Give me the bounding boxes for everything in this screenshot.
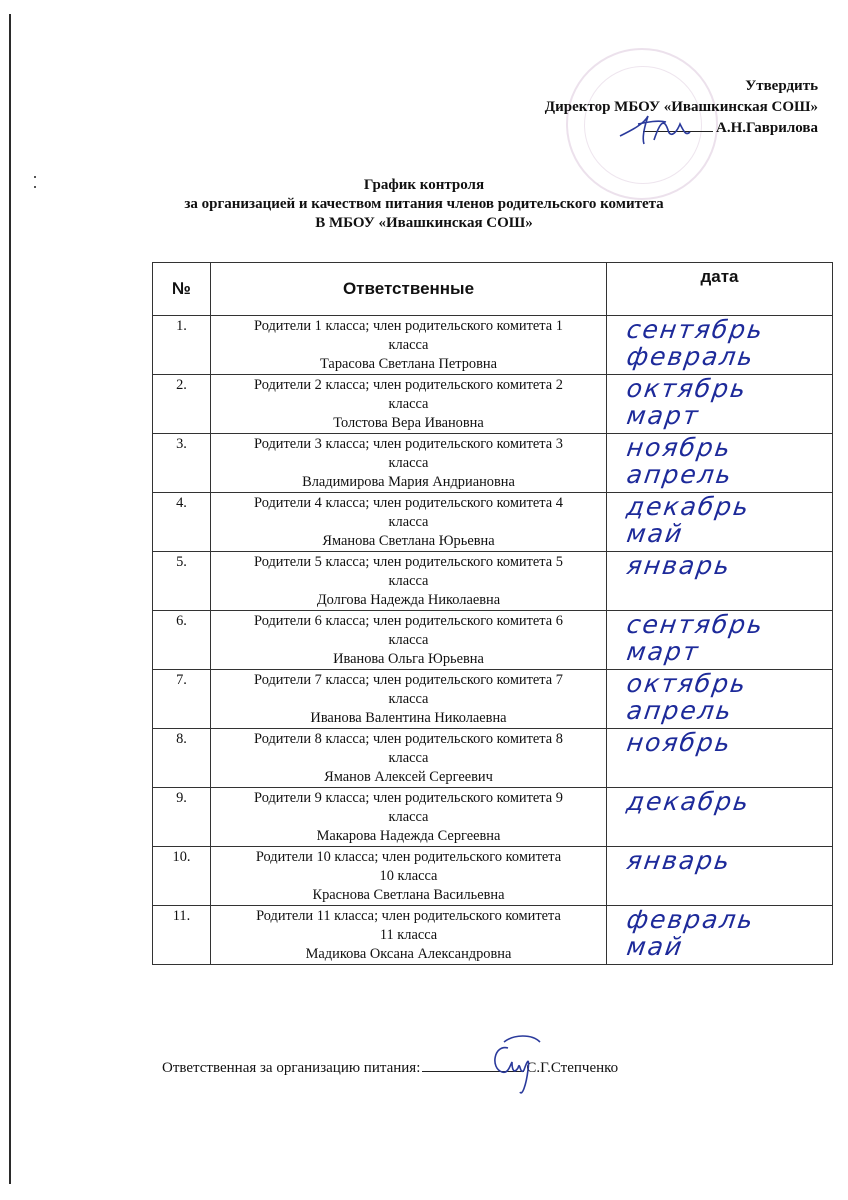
responsible-line-1: Родители 8 класса; член родительского комитета 8 [254,731,563,747]
handwritten-month-2: май [624,932,686,961]
row-dates [607,493,833,552]
row-number: 10. [153,847,211,906]
responsible-line-2: класса [388,573,429,589]
handwritten-month-2: май [624,519,686,548]
footer-name: С.Г.Степченко [526,1060,619,1076]
row-number: 3. [153,434,211,493]
footer-label: Ответственная за организацию питания: [162,1060,421,1076]
table-row [153,788,833,847]
handwritten-month-1: январь [624,551,734,580]
table-row [153,316,833,375]
handwritten-month-1: декабрь [624,492,753,521]
row-responsible [211,906,607,965]
row-number: 8. [153,729,211,788]
responsible-person: Иванова Валентина Николаевна [310,710,507,726]
responsible-line-1: Родители 2 класса; член родительского комитета 2 [254,377,563,393]
responsible-line-2: класса [388,396,429,412]
responsible-person: Мадикова Оксана Александровна [305,946,512,962]
row-responsible [211,493,607,552]
responsible-line-1: Родители 3 класса; член родительского комитета 3 [254,436,563,452]
row-responsible [211,670,607,729]
header-number: № [153,263,211,316]
row-dates [607,552,833,611]
responsible-person: Яманов Алексей Сергеевич [324,769,493,785]
responsible-line-2: класса [388,750,429,766]
handwritten-month-1: январь [624,846,734,875]
responsible-person: Макарова Надежда Сергеевна [316,828,501,844]
table-row [153,434,833,493]
row-number: 5. [153,552,211,611]
responsible-line-1: Родители 6 класса; член родительского комитета 6 [254,613,563,629]
approval-position: Директор МБОУ «Ивашкинская СОШ» [544,99,818,115]
handwritten-month-2: апрель [624,696,735,725]
table-header-row [153,263,833,316]
handwritten-month-1: октябрь [624,374,750,403]
responsible-person: Тарасова Светлана Петровна [320,356,497,372]
row-responsible [211,552,607,611]
table-row [153,375,833,434]
table-row [153,847,833,906]
responsible-line-2: класса [388,337,429,353]
responsible-line-2: 11 класса [379,927,438,943]
approval-director-name: А.Н.Гаврилова [716,120,818,136]
row-responsible [211,788,607,847]
title-line-2: за организацией и качеством питания членов родительского комитета [184,196,664,212]
handwritten-month-1: ноябрь [624,728,734,757]
director-signature [614,110,694,148]
table-row [153,906,833,965]
row-responsible [211,375,607,434]
responsible-line-2: класса [388,632,429,648]
responsible-line-1: Родители 10 класса; член родительского комитета [255,849,562,865]
row-dates [607,434,833,493]
handwritten-month-1: декабрь [624,787,753,816]
row-responsible [211,434,607,493]
responsible-line-2: класса [388,455,429,471]
handwritten-month-1: ноябрь [624,433,734,462]
row-number: 11. [153,906,211,965]
handwritten-month-2: март [624,637,702,666]
table-row [153,729,833,788]
row-number: 1. [153,316,211,375]
responsible-line-2: класса [388,514,429,530]
document-title [0,176,848,233]
row-dates [607,729,833,788]
row-number: 4. [153,493,211,552]
responsible-person: Краснова Светлана Васильевна [312,887,505,903]
responsible-signature [484,1030,554,1100]
responsible-line-1: Родители 1 класса; член родительского комитета 1 [254,318,563,334]
row-number: 2. [153,375,211,434]
title-line-1: График контроля [363,177,485,193]
responsible-line-2: 10 класса [379,868,438,884]
row-dates [607,847,833,906]
responsible-line-2: класса [388,691,429,707]
table-row [153,493,833,552]
row-responsible [211,316,607,375]
handwritten-month-1: сентябрь [624,610,767,639]
approval-heading: Утвердить [745,78,818,94]
row-dates [607,670,833,729]
responsible-line-1: Родители 4 класса; член родительского комитета 4 [254,495,563,511]
table-row [153,611,833,670]
header-responsible: Ответственные [211,263,607,316]
handwritten-month-1: сентябрь [624,315,767,344]
handwritten-month-1: октябрь [624,669,750,698]
row-dates [607,906,833,965]
schedule-table [152,262,833,965]
responsible-line-1: Родители 5 класса; член родительского комитета 5 [254,554,563,570]
row-dates [607,375,833,434]
table-row [153,670,833,729]
responsible-person: Владимирова Мария Андриановна [302,474,515,490]
responsible-person: Толстова Вера Ивановна [333,415,484,431]
header-date: дата [607,263,833,316]
responsible-person: Яманова Светлана Юрьевна [322,533,495,549]
row-dates [607,788,833,847]
row-responsible [211,847,607,906]
handwritten-month-2: февраль [624,342,757,371]
responsible-line-2: класса [388,809,429,825]
handwritten-month-1: февраль [624,905,757,934]
responsible-person: Долгова Надежда Николаевна [316,592,501,608]
row-number: 7. [153,670,211,729]
handwritten-month-2: март [624,401,702,430]
row-number: 6. [153,611,211,670]
row-responsible [211,611,607,670]
responsible-line-1: Родители 11 класса; член родительского комитета [256,908,561,924]
row-number: 9. [153,788,211,847]
handwritten-month-2: апрель [624,460,735,489]
responsible-line-1: Родители 9 класса; член родительского комитета 9 [254,790,563,806]
row-responsible [211,729,607,788]
title-line-3: В МБОУ «Ивашкинская СОШ» [315,215,533,231]
responsible-line-1: Родители 7 класса; член родительского комитета 7 [254,672,563,688]
responsible-person: Иванова Ольга Юрьевна [333,651,484,667]
row-dates [607,316,833,375]
row-dates [607,611,833,670]
table-row [153,552,833,611]
